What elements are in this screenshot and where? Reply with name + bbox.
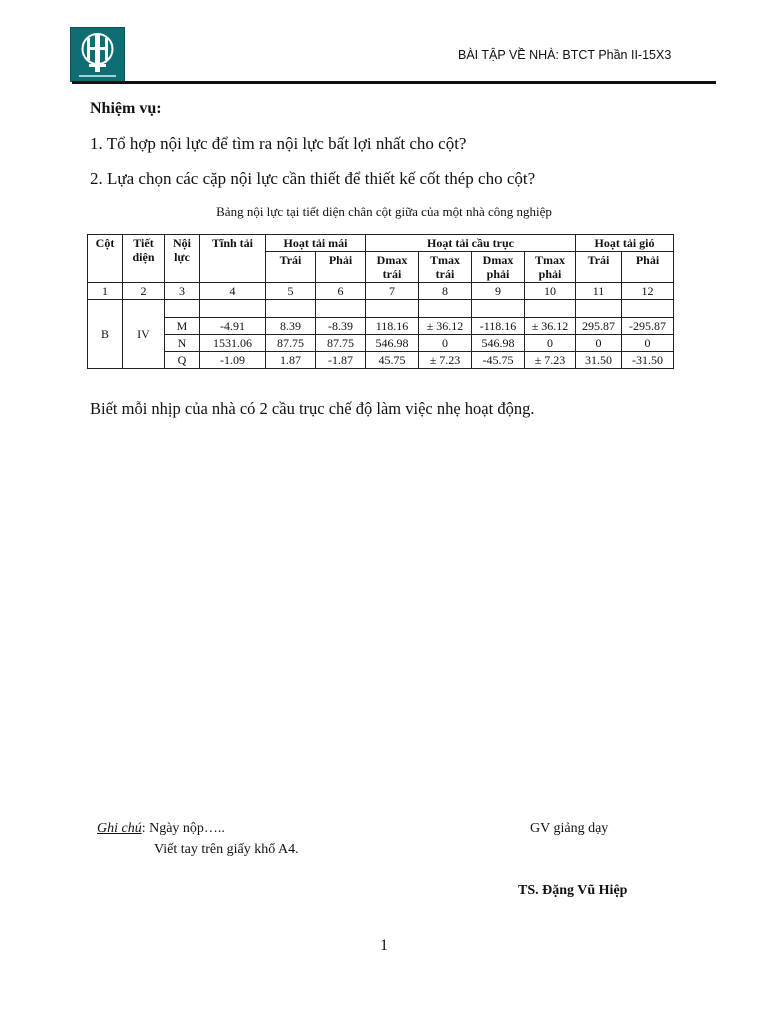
column-number: 4	[200, 283, 266, 300]
university-logo-icon	[70, 27, 125, 82]
empty-cell	[622, 300, 674, 318]
table-caption: Bảng nội lực tại tiết diện chân cột giữa của một nhà công nghiệp	[216, 204, 552, 219]
table-row	[88, 352, 674, 369]
table-cell: 0	[525, 335, 576, 352]
table-cell: ± 36.12	[419, 318, 472, 335]
table-cell: -1.87	[316, 352, 366, 369]
internal-forces-table	[87, 234, 674, 369]
empty-cell	[525, 300, 576, 318]
header-divider	[72, 81, 716, 84]
table-cell: -1.09	[200, 352, 266, 369]
table-cell: 31.50	[576, 352, 622, 369]
column-label-cell: B	[88, 300, 123, 369]
empty-cell	[316, 300, 366, 318]
header-tinh-tai: Tĩnh tải	[200, 235, 266, 283]
task-item-1: 1. Tổ hợp nội lực để tìm ra nội lực bất lợi nhất cho cột?	[90, 134, 467, 153]
note-submission-date: : Ngày nộp…..	[141, 821, 225, 836]
subheader-cell: Dmax trái	[366, 252, 419, 283]
table-cell: 295.87	[576, 318, 622, 335]
table-cell: -8.39	[316, 318, 366, 335]
note	[97, 821, 225, 837]
known-condition: Biết mỗi nhịp của nhà có 2 cầu trục chế độ làm việc nhẹ hoạt động.	[90, 399, 535, 418]
table-cell: 0	[419, 335, 472, 352]
header-hoat-tai-gio: Hoạt tải gió	[576, 235, 674, 252]
column-number: 11	[576, 283, 622, 300]
column-number-row	[88, 283, 674, 300]
section-label-cell: IV	[123, 300, 165, 369]
force-label: Q	[165, 352, 200, 369]
empty-cell	[200, 300, 266, 318]
column-number: 10	[525, 283, 576, 300]
table-cell: ± 7.23	[525, 352, 576, 369]
column-number: 3	[165, 283, 200, 300]
force-label: N	[165, 335, 200, 352]
teacher-title: GV giảng dạy	[530, 821, 609, 836]
column-number: 8	[419, 283, 472, 300]
note-format: Viết tay trên giấy khổ A4.	[154, 842, 299, 857]
table-cell: 118.16	[366, 318, 419, 335]
table-cell: ± 36.12	[525, 318, 576, 335]
empty-cell	[165, 300, 200, 318]
column-number: 7	[366, 283, 419, 300]
table-cell: 1531.06	[200, 335, 266, 352]
table-cell: 45.75	[366, 352, 419, 369]
table-cell: 87.75	[316, 335, 366, 352]
note-label: Ghi chú	[97, 821, 142, 836]
task-item-2: 2. Lựa chọn các cặp nội lực cần thiết để thiết kế cốt thép cho cột?	[90, 169, 536, 188]
subheader-cell: Tmax phải	[525, 252, 576, 283]
header-hoat-tai-cau-truc: Hoạt tải cầu trục	[366, 235, 576, 252]
header-tiet-dien: Tiết diện	[123, 235, 165, 283]
table-cell: -31.50	[622, 352, 674, 369]
table-cell: 0	[576, 335, 622, 352]
table-header-row	[88, 235, 674, 252]
header-cot: Cột	[88, 235, 123, 283]
empty-cell	[366, 300, 419, 318]
empty-cell	[576, 300, 622, 318]
table-cell: 1.87	[266, 352, 316, 369]
empty-cell	[266, 300, 316, 318]
column-number: 1	[88, 283, 123, 300]
table-cell: 87.75	[266, 335, 316, 352]
table-row-blank	[88, 300, 674, 318]
column-number: 2	[123, 283, 165, 300]
table-row	[88, 335, 674, 352]
table-cell: -295.87	[622, 318, 674, 335]
table-cell: 8.39	[266, 318, 316, 335]
column-number: 6	[316, 283, 366, 300]
column-number: 12	[622, 283, 674, 300]
subheader-cell: Phải	[622, 252, 674, 283]
empty-cell	[472, 300, 525, 318]
subheader-cell: Tmax trái	[419, 252, 472, 283]
table-cell: ± 7.23	[419, 352, 472, 369]
table-cell: 546.98	[472, 335, 525, 352]
subheader-cell: Dmax phải	[472, 252, 525, 283]
table-row	[88, 318, 674, 335]
empty-cell	[419, 300, 472, 318]
task-heading: Nhiệm vụ:	[90, 100, 162, 117]
subheader-cell: Phải	[316, 252, 366, 283]
subheader-cell: Trái	[266, 252, 316, 283]
teacher-name: TS. Đặng Vũ Hiệp	[518, 883, 628, 898]
table-cell: 0	[622, 335, 674, 352]
force-label: M	[165, 318, 200, 335]
header-title: BÀI TẬP VỀ NHÀ: BTCT Phần II-15X3	[458, 48, 672, 62]
table-cell: 546.98	[366, 335, 419, 352]
page-number: 1	[380, 937, 388, 954]
header-hoat-tai-mai: Hoạt tải mái	[266, 235, 366, 252]
subheader-cell: Trái	[576, 252, 622, 283]
table-cell: -118.16	[472, 318, 525, 335]
column-number: 5	[266, 283, 316, 300]
table-cell: -45.75	[472, 352, 525, 369]
header-noi-luc: Nội lực	[165, 235, 200, 283]
column-number: 9	[472, 283, 525, 300]
table-cell: -4.91	[200, 318, 266, 335]
